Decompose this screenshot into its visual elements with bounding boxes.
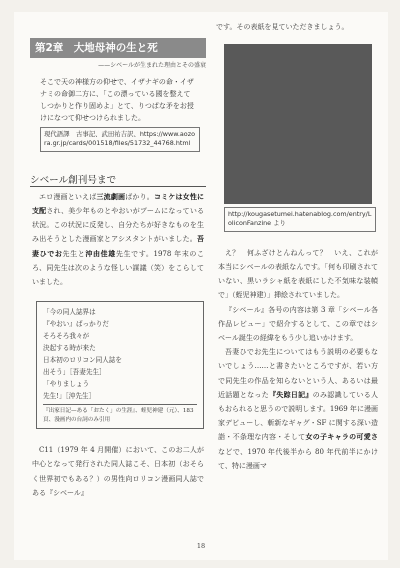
paragraph: 『シベール』各号の内容は第 3 章「シベール各作品レビュー」で紹介するとして、この章ではシベール誕生の経緯をもう少し追いかけます。 (218, 305, 378, 343)
paragraph (32, 443, 204, 500)
image-source-url: http://kougasetumei.hatenablog.com/entry/LoliconFanzine より (224, 207, 376, 232)
text-span: され、美少年ものとやおいがブームになっている状況。この状況に反発し、自分たちが好きなものを生み出そうとした漫画家とアシスタントがいました。 (32, 207, 205, 244)
highlight-text: 『失踪日記』 (269, 390, 313, 399)
right-column (216, 12, 380, 473)
chapter-title: 第2章 大地母神の生と死 (30, 38, 206, 58)
highlight-text: コミケは女性に支配 (32, 192, 205, 216)
body-text-left (30, 190, 206, 289)
quote-line: そろそろ我々が (43, 332, 90, 341)
cover-image (224, 44, 372, 204)
quote-line: 『やおい』ばっかりだ (43, 320, 109, 329)
highlight-text: 沖由佳雄 (85, 249, 116, 258)
body-text-left-2 (30, 443, 206, 500)
document-page (14, 12, 388, 560)
highlight-text: 女の子キャラの可愛さ (305, 433, 379, 442)
quote-line: 決起する時が来た (43, 344, 96, 353)
text-span: である『シベール』 (32, 474, 204, 497)
text-span: 吾妻ひでお先生についてはもう説明の必要もないでしょう……と書きたいところですが、若い方で同先生の作品を知らないという人、あるいは最近話題となった (218, 348, 378, 399)
page-number: 18 (196, 542, 206, 550)
left-column (30, 12, 206, 500)
quote-line: 出そう」［吾妻先生］ (43, 368, 106, 377)
text-span: エロ漫画といえば (39, 192, 97, 201)
quote-line: 先生!」［沖先生］ (43, 392, 96, 401)
text-span: C11（1979 年 4 月開催）において、このお二人が中心となって発行された同人誌こそ、日本初（おそらく世界初でもある？）の男性向ロリコン漫画同人誌 (32, 446, 204, 483)
highlight-text: 吾妻ひでお (32, 235, 204, 258)
quote-line: 「今の同人誌界は (43, 308, 96, 317)
text-span: のみ認識している人もおられると思うので説明します。1969 年に漫画家デビューし、斬新なギャグ・SF に関する深い造詣・不条理な内容・そして (218, 390, 379, 442)
paragraph (218, 345, 378, 473)
quote-line: 「やりましょう (43, 380, 90, 389)
section-title: シベール創刊号まで (30, 172, 206, 187)
paragraph (32, 190, 204, 289)
highlight-text: 三流劇画 (96, 192, 126, 201)
quote-source: 『出家日記—ある「おたく」の生涯』、蛭児神建（元）、183 頁、漫画内の台詞のみ引用 (43, 404, 197, 424)
epigraph: そこで天の神様方の仰せで、イザナギの命・イザナミの命御二方に、「この漂っている國を整えてしつかりと作り固めよ」とて、りつぱな矛をお授けになつて仰せつけられました。 (40, 78, 194, 122)
text-span: 先生と (62, 249, 86, 258)
quote-line: 日本初のロリコン同人誌を (43, 356, 122, 365)
epigraph-citation: 現代語譯 古事記、武田祐吉訳、https://www.aozora.gr.jp/cards/001518/files/51732_44768.html (40, 127, 200, 152)
paragraph: え？ 何ふざけとんねんって？ いえ、これが本当にシベールの表紙なんです。「何も印刷されていない、黒いラシャ紙を表紙にした不気味な装幀で」（蛭児神建）」挿絵されていました。 (218, 248, 378, 300)
chapter-subtitle: ——シベールが生まれた理由とその盛衰 (98, 62, 206, 69)
body-text-right (216, 246, 380, 473)
quote-box (36, 301, 204, 429)
text-span: 先生です。1978 年末のころ、同先生は次のような怪しい謀議（笑）をこらしていました。 (32, 249, 205, 287)
text-span: などで、1970 年代後半から 80 年代前半にかけて、特に漫画マ (218, 447, 378, 470)
intro-text: です。その表紙を見ていただきましょう。 (216, 23, 349, 31)
text-span: ばかり。 (125, 192, 154, 201)
